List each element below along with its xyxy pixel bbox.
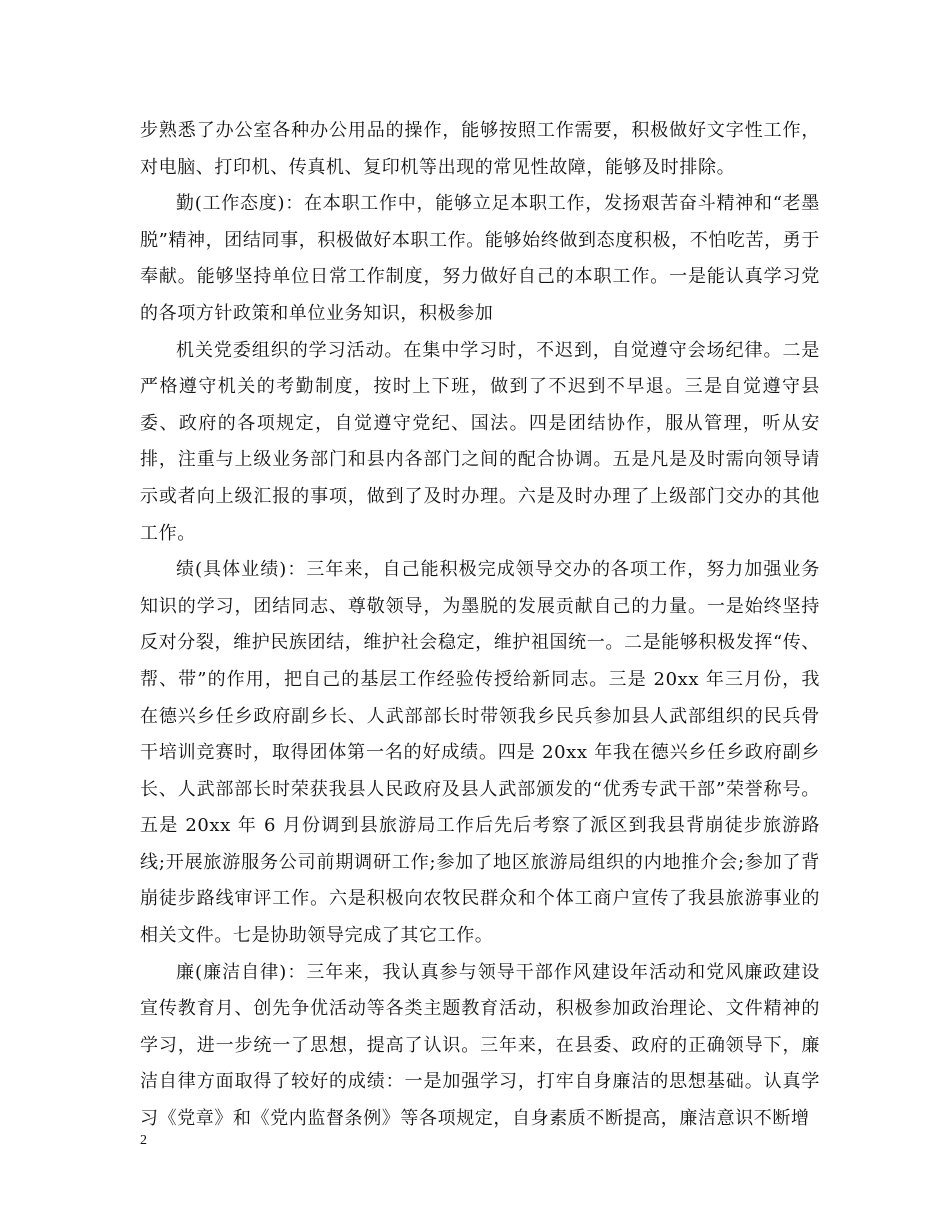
paragraph-3: 机关党委组织的学习活动。在集中学习时，不迟到，自觉遵守会场纪律。二是严格遵守机关的考勤制度，按时上下班，做到了不迟到不早退。三是自觉遵守县委、政府的各项规定，自觉遵守党纪、国法。四是团结协作，服从管理，听从安排，注重与上级业务部门和县内各部门之间的配合协调。五是凡是及时需向领导请示或者向上级汇报的事项，做到了及时办理。六是及时办理了上级部门交办的其他工作。: [140, 339, 820, 544]
paragraph-1: 步熟悉了办公室各种办公用品的操作，能够按照工作需要，积极做好文字性工作，对电脑、打印机、传真机、复印机等出现的常见性故障，能够及时排除。: [140, 120, 820, 178]
document-body: [140, 113, 820, 1138]
page-number: 2: [140, 1133, 147, 1148]
paragraph-4: 绩(具体业绩)：三年来，自己能积极完成领导交办的各项工作，努力加强业务知识的学习，团结同志、尊敬领导，为墨脱的发展贡献自己的力量。一是始终坚持反对分裂，维护民族团结，维护社会稳定，维护祖国统一。二是能够积极发挥“传、帮、带”的作用，把自己的基层工作经验传授给新同志。三是 20xx 年三月份，我在德兴乡任乡政府副乡长、人武部部长时带领我乡民兵参加县人武部组织的民兵骨干培训竞赛时，取得团体第一名的好成绩。四是 20xx 年我在德兴乡任乡政府副乡长、人武部部长时荣获我县人民政府及县人武部颁发的“优秀专武干部”荣誉称号。五是 20xx 年 6 月份调到县旅游局工作后先后考察了派区到我县背崩徒步旅游路线;开展旅游服务公司前期调研工作;参加了地区旅游局组织的内地推介会;参加了背崩徒步路线审评工作。六是积极向农牧民群众和个体工商户宣传了我县旅游事业的相关文件。七是协助领导完成了其它工作。: [140, 559, 820, 947]
paragraph-5: 廉(廉洁自律)：三年来，我认真参与领导干部作风建设年活动和党风廉政建设宣传教育月、创先争优活动等各类主题教育活动，积极参加政治理论、文件精神的学习，进一步统一了思想，提高了认识。三年来，在县委、政府的正确领导下，廉洁自律方面取得了较好的成绩：一是加强学习，打牢自身廉洁的思想基础。认真学习《党章》和《党内监督条例》等各项规定，自身素质不断提高，廉洁意识不断增: [140, 961, 820, 1130]
paragraph-2: 勤(工作态度)：在本职工作中，能够立足本职工作，发扬艰苦奋斗精神和“老墨脱”精神，团结同事，积极做好本职工作。能够始终做到态度积极，不怕吃苦，勇于奉献。能够坚持单位日常工作制度，努力做好自己的本职工作。一是能认真学习党的各项方针政策和单位业务知识，积极参加: [140, 193, 820, 324]
